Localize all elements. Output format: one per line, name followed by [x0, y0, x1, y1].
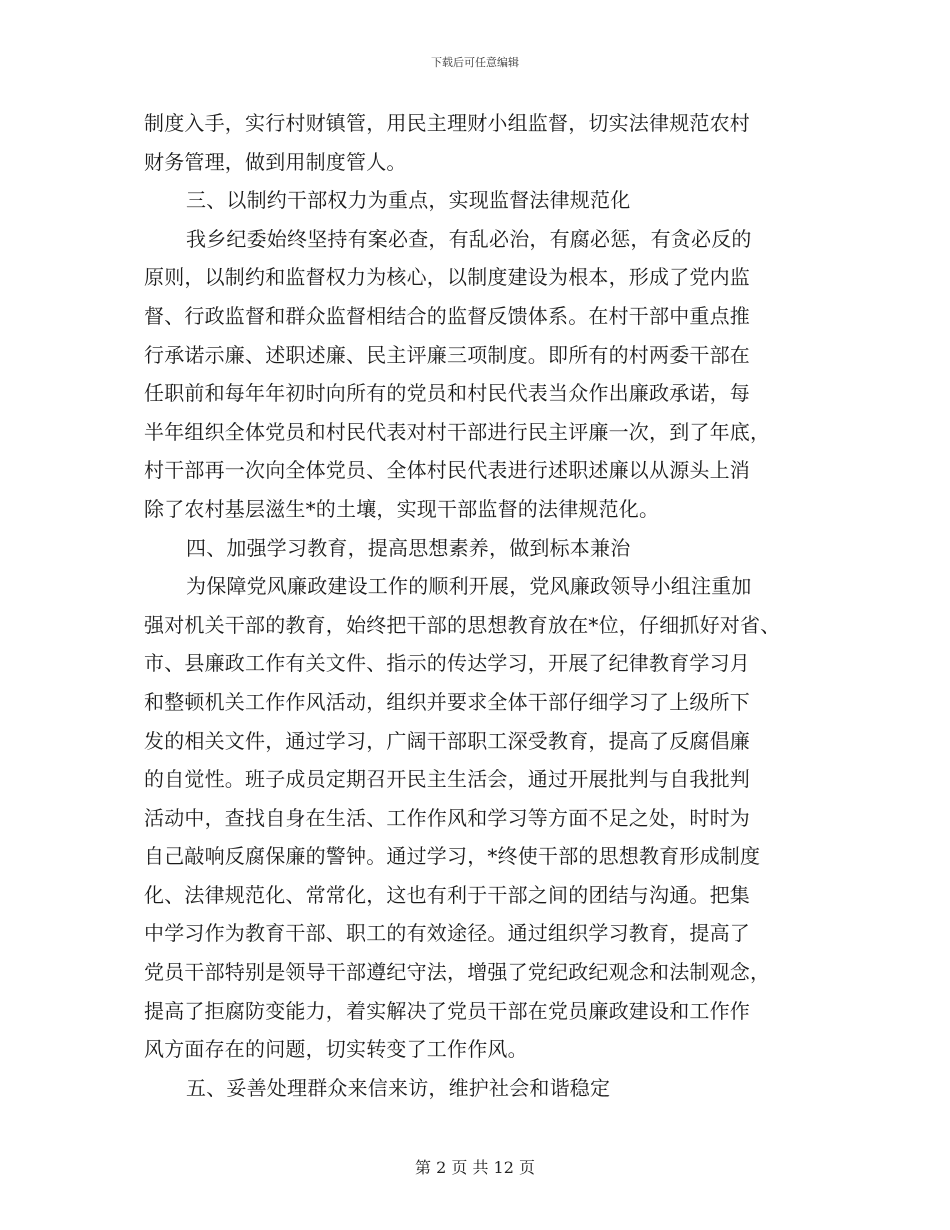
- paragraph-line: 风方面存在的问题，切实转变了工作作风。: [144, 1037, 528, 1062]
- paragraph-line: 除了农村基层滋生*的土壤，实现干部监督的法律规范化。: [144, 496, 660, 521]
- paragraph-line: 督、行政监督和群众监督相结合的监督反馈体系。在村干部中重点推: [144, 303, 750, 328]
- paragraph-line: 中学习作为教育干部、职工的有效途径。通过组织学习教育，提高了: [144, 921, 750, 946]
- page-header: 下载后可任意编辑: [431, 56, 519, 69]
- paragraph-line: 市、县廉政工作有关文件、指示的传达学习，开展了纪律教育学习月: [144, 651, 750, 676]
- paragraph-line: 为保障党风廉政建设工作的顺利开展，党风廉政领导小组注重加: [186, 574, 752, 599]
- paragraph-line: 强对机关干部的教育，始终把干部的思想教育放在*位，仔细抓好对省、: [144, 612, 781, 637]
- paragraph-line: 原则，以制约和监督权力为核心，以制度建设为根本，形成了党内监: [144, 265, 750, 290]
- paragraph-line: 我乡纪委始终坚持有案必查，有乱必治，有腐必惩，有贪必反的: [186, 226, 752, 251]
- paragraph-line: 财务管理，做到用制度管人。: [144, 149, 407, 174]
- paragraph-line: 的自觉性。班子成员定期召开民主生活会，通过开展批判与自我批判: [144, 767, 750, 792]
- paragraph-line: 自己敲响反腐保廉的警钟。通过学习，*终使干部的思想教育形成制度: [144, 844, 761, 869]
- paragraph-line: 发的相关文件，通过学习，广阔干部职工深受教育，提高了反腐倡廉: [144, 728, 750, 753]
- paragraph-line: 村干部再一次向全体党员、全体村民代表进行述职述廉以从源头上消: [144, 458, 750, 483]
- section-heading: 四、加强学习教育，提高思想素养，做到标本兼治: [186, 535, 631, 560]
- paragraph-line: 提高了拒腐防变能力，着实解决了党员干部在党员廉政建设和工作作: [144, 998, 750, 1023]
- paragraph-line: 半年组织全体党员和村民代表对村干部进行民主评廉一次，到了年底，: [144, 419, 771, 444]
- paragraph-line: 行承诺示廉、述职述廉、民主评廉三项制度。即所有的村两委干部在: [144, 342, 750, 367]
- paragraph-line: 制度入手，实行村财镇管，用民主理财小组监督，切实法律规范农村: [144, 111, 750, 135]
- document-body: [144, 104, 814, 1107]
- paragraph-line: 化、法律规范化、常常化，这也有利于干部之间的团结与沟通。把集: [144, 882, 750, 907]
- paragraph-line: 活动中，查找自身在生活、工作作风和学习等方面不足之处，时时为: [144, 805, 750, 830]
- paragraph-line: 任职前和每年年初时向所有的党员和村民代表当众作出廉政承诺，每: [144, 381, 750, 406]
- paragraph-line: 党员干部特别是领导干部遵纪守法，增强了党纪政纪观念和法制观念，: [144, 960, 771, 985]
- page-number: 第 2 页 共 12 页: [415, 1158, 535, 1177]
- paragraph-line: 和整顿机关工作作风活动，组织并要求全体干部仔细学习了上级所下: [144, 689, 750, 714]
- section-heading: 五、妥善处理群众来信来访，维护社会和谐稳定: [186, 1075, 611, 1100]
- section-heading: 三、以制约干部权力为重点，实现监督法律规范化: [186, 188, 631, 213]
